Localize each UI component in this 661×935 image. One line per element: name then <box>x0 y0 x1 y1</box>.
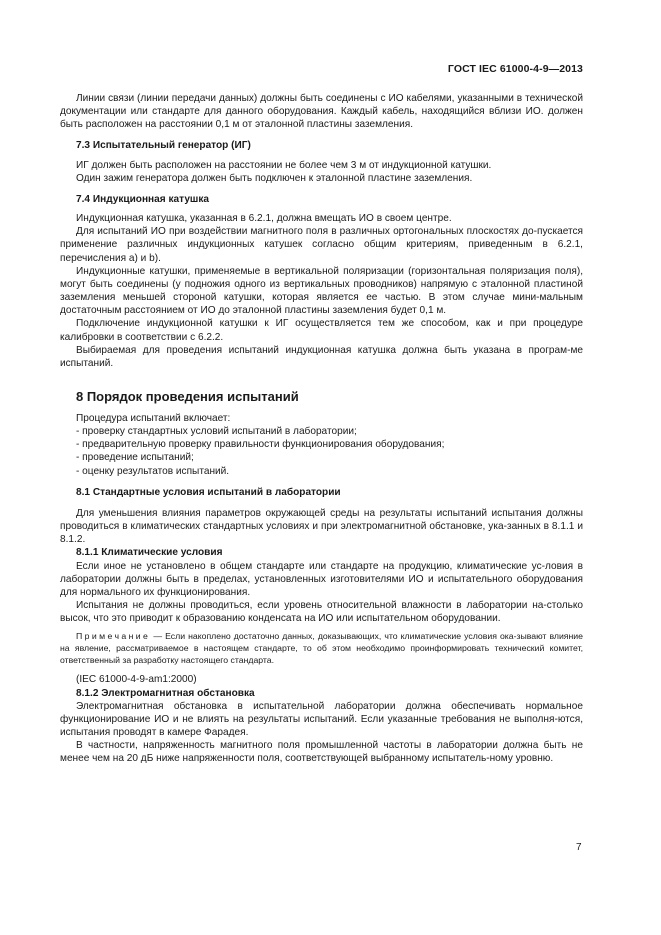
note-text: — Если накоплено достаточно данных, доказывающих, что климатические условия ока-зывают влияние на явление, рассматриваемое в настоящем стандарте, то об этом необходимо проинформировать технический комитет, ответственный за разработку настоящего стандарта. <box>60 631 583 665</box>
s7-4-paragraph-1: Индукционная катушка, указанная в 6.2.1, должна вмещать ИО в своем центре. <box>76 213 452 225</box>
list-item: - проведение испытаний; <box>76 452 194 464</box>
list-item: - проверку стандартных условий испытаний в лаборатории; <box>76 426 357 438</box>
page-number: 7 <box>576 842 582 853</box>
s8-1-2-paragraph-2: В частности, напряженность магнитного поля промышленной частоты в лаборатории должна быть не менее чем на 20 дБ ниже напряженности поля, соответствующей выбранному испытатель-ному уровню. <box>60 740 583 765</box>
s7-3-paragraph-2: Один зажим генератора должен быть подключен к эталонной пластине заземления. <box>76 172 473 184</box>
heading-7-3: 7.3 Испытательный генератор (ИГ) <box>76 140 251 152</box>
s8-1-1-paragraph-1: Если иное не установлено в общем стандарте или стандарте на продукцию, климатические ус-ловия в лаборатории должны быть в пределах, установленных изготовителями ИО и испытательного оборудования для нормального их функционирования. <box>60 560 583 598</box>
s8-intro: Процедура испытаний включает: <box>76 412 231 424</box>
heading-8-1: 8.1 Стандартные условия испытаний в лаборатории <box>76 486 341 498</box>
heading-8-1-1: 8.1.1 Климатические условия <box>76 547 223 559</box>
s7-4-paragraph-4: Подключение индукционной катушки к ИГ осуществляется тем же способом, как и при процедуре калибровки в соответствии с 6.2.2. <box>60 318 583 343</box>
page-content <box>60 92 583 766</box>
heading-7-4: 7.4 Индукционная катушка <box>76 193 210 205</box>
standard-title: ГОСТ IEC 61000-4-9—2013 <box>447 63 583 75</box>
s7-4-paragraph-3: Индукционные катушки, применяемые в вертикальной поляризации (горизонтальная поляризация поля), могут быть соединены (у подножия одного из вертикальных проводников) напрямую с эталонной пластиной заземления меньшей стороной катушки, которая является ее частью. В этом случае мини-мальным достаточным расстоянием от ИО до эталонной пластины заземления будет 0,1 м. <box>60 265 583 317</box>
heading-8-1-2: 8.1.2 Электромагнитная обстановка <box>76 687 255 699</box>
intro-paragraph: Линии связи (линии передачи данных) должны быть соединены с ИО кабелями, указанными в технической документации или стандарте для данного оборудования. Каждый кабель, находящийся вблизи ИО. должен быть расположен на расстоянии 0,1 м от эталонной пластины заземления. <box>60 93 583 131</box>
s7-3-paragraph-1: ИГ должен быть расположен на расстоянии не более чем 3 м от индукционной катушки. <box>76 159 492 171</box>
note <box>60 631 583 666</box>
list-item: - оценку результатов испытаний. <box>76 465 230 477</box>
procedure-list <box>60 425 583 478</box>
s7-4-paragraph-2: Для испытаний ИО при воздействии магнитного поля в различных ортогональных плоскостях до-пускается применение различных индукционных катушек согласно общим критериям, приведенным в 6.2.1, перечисления а) и b). <box>60 226 583 264</box>
s8-1-2-paragraph-1: Электромагнитная обстановка в испытательной лаборатории должна обеспечивать нормальное функционирование ИО и не влиять на результаты испытаний. Если указанные требования не выполня-ются, испытания проводят в камере Фарадея. <box>60 700 583 739</box>
s7-4-paragraph-5: Выбираемая для проведения испытаний индукционная катушка должна быть указана в програм-ме испытаний. <box>60 344 583 369</box>
s8-1-paragraph-1: Для уменьшения влияния параметров окружающей среды на результаты испытаний испытания должны проводиться в климатических стандартных условиях и при электромагнитной обстановке, ука-занных в 8.1.1 и 8.1.2. <box>60 507 583 546</box>
list-item: - предварительную проверку правильности функционирования оборудования; <box>76 439 445 451</box>
note-label: Примечание <box>76 631 151 642</box>
s8-1-1-paragraph-2: Испытания не должны проводиться, если уровень относительной влажности в лаборатории на-столько высок, что это приводит к образованию конденсата на ИО или испытательном оборудовании. <box>60 600 583 625</box>
iec-reference: (IEC 61000-4-9-am1:2000) <box>76 674 197 686</box>
heading-8: 8 Порядок проведения испытаний <box>76 388 299 404</box>
